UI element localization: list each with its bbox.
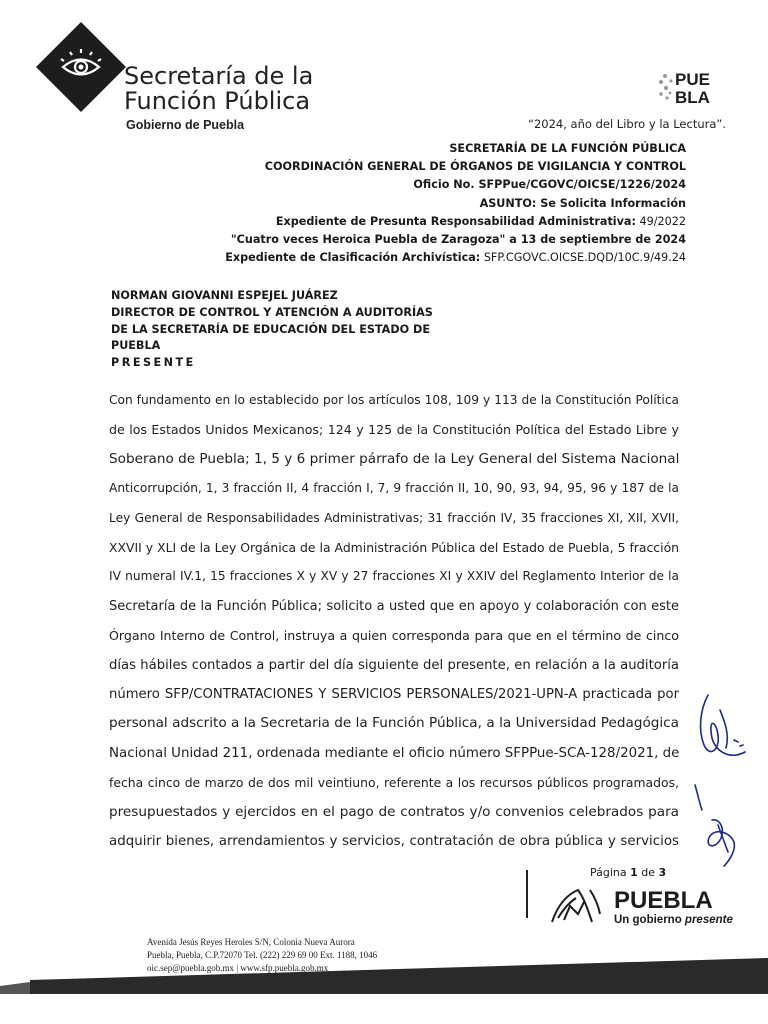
sfp-logo-diamond xyxy=(36,22,126,112)
body-line: Anticorrupción, 1, 3 fracción II, 4 fracción I, 7, 9 fracción II, 10, 90, 93, 94, 95, 96 y 187 de la xyxy=(109,481,679,496)
org-name-line2: Función Pública xyxy=(124,87,311,115)
org-name-line1: Secretaría de la xyxy=(124,62,314,90)
place-date-line: "Cuatro veces Heroica Puebla de Zaragoza" a 13 de septiembre de 2024 xyxy=(230,233,686,247)
archivo-value: SFP.CGOVC.OICSE.DQD/10C.9/49.24 xyxy=(480,251,686,265)
body-paragraph xyxy=(109,386,679,857)
address-line-3: oic.sep@puebla.gob.mx | www.sfp.puebla.gob.mx xyxy=(147,963,329,973)
year-motto: “2024, año del Libro y la Lectura”. xyxy=(528,117,727,131)
body-line: número SFP/CONTRATACIONES Y SERVICIOS PERSONALES/2021-UPN-A practicada por xyxy=(109,687,679,703)
body-line: adquirir bienes, arrendamientos y servicios, contratación de obra pública y servicios xyxy=(109,834,679,850)
body-line: personal adscrito a la Secretaria de la Función Pública, a la Universidad Pedagógica xyxy=(109,715,679,732)
puebla-state-logo xyxy=(657,66,727,108)
presente-label: PRESENTE xyxy=(111,356,196,370)
body-line: días hábiles contados a partir del día siguiente del presente, en relación a la auditoría xyxy=(109,657,679,673)
address-line-1: Avenida Jesús Reyes Heroles S/N, Colonia Nueva Aurora xyxy=(147,937,355,947)
expediente-label: Expediente de Presunta Responsabilidad Administrativa: xyxy=(275,214,636,228)
body-line: Soberano de Puebla; 1, 5 y 6 primer párrafo de la Ley General del Sistema Nacional xyxy=(109,450,680,467)
body-line: Órgano Interno de Control, instruya a quien corresponda para que en el término de cinco xyxy=(109,628,679,644)
footer-decorative-bar xyxy=(0,958,768,994)
page-number xyxy=(590,866,666,879)
footer-divider xyxy=(526,870,528,918)
archivo-line xyxy=(225,249,686,267)
body-line: Ley General de Responsabilidades Administrativas; 31 fracción IV, 35 fracciones XI, XII, XVII, xyxy=(109,510,679,525)
puebla-footer-logo xyxy=(548,884,738,928)
page-current: 1 xyxy=(630,866,638,879)
state-logo-top: PUE xyxy=(675,70,710,89)
recipient-name: NORMAN GIOVANNI ESPEJEL JUÁREZ xyxy=(111,289,338,302)
body-line: presupuestados y ejercidos en el pago de contratos y/o convenios celebrados para xyxy=(109,803,679,820)
org-subtitle: Gobierno de Puebla xyxy=(126,118,245,132)
recipient-title-2: DE LA SECRETARÍA DE EDUCACIÓN DEL ESTADO DE xyxy=(111,322,430,336)
footer-logo-word: PUEBLA xyxy=(614,887,713,914)
oficio-number: Oficio No. SFPPue/CGOVC/OICSE/1226/2024 xyxy=(413,178,686,192)
svg-text:Un gobierno presente xyxy=(614,914,733,926)
body-line: Secretaría de la Función Pública; solicito a usted que en apoyo y colaboración con este xyxy=(109,598,679,614)
state-logo-bottom: BLA xyxy=(675,88,710,107)
coordination-line: COORDINACIÓN GENERAL DE ÓRGANOS DE VIGILANCIA Y CONTROL xyxy=(264,160,686,174)
archivo-label: Expediente de Clasificación Archivística: xyxy=(225,251,481,265)
body-line: de los Estados Unidos Mexicanos; 124 y 125 de la Constitución Política del Estado Libre y xyxy=(109,422,679,438)
handwritten-signatures xyxy=(690,690,760,880)
footer-tagline-a: Un gobierno xyxy=(614,914,685,926)
asunto-line: ASUNTO: Se Solicita Información xyxy=(479,196,686,210)
body-line: Nacional Unidad 211, ordenada mediante el oficio número SFPPue-SCA-128/2021, de xyxy=(109,745,680,761)
page-total: 3 xyxy=(658,866,667,879)
recipient-block xyxy=(111,288,433,372)
recipient-title-1: DIRECTOR DE CONTROL Y ATENCIÓN A AUDITORÍAS xyxy=(111,305,433,319)
expediente-value: 49/2022 xyxy=(635,214,686,228)
dependency-line: SECRETARÍA DE LA FUNCIÓN PÚBLICA xyxy=(449,142,686,155)
org-name xyxy=(124,64,313,114)
page-of: de xyxy=(637,866,659,879)
footer-tagline-b: presente xyxy=(684,914,733,926)
recipient-title-3: PUEBLA xyxy=(111,339,161,353)
body-line: Con fundamento en lo establecido por los artículos 108, 109 y 113 de la Constitución Política xyxy=(109,393,679,407)
address-line-2: Puebla, Puebla, C.P.72070 Tel. (222) 229 69 00 Ext. 1188, 1046 xyxy=(147,950,378,960)
body-line: XXVII y XLI de la Ley Orgánica de la Administración Pública del Estado de Puebla, 5 fracción xyxy=(109,540,679,556)
body-line: fecha cinco de marzo de dos mil veintiuno, referente a los recursos públicos programados, xyxy=(109,775,679,791)
reference-block xyxy=(225,140,686,267)
expediente-line xyxy=(225,213,686,231)
body-line: IV numeral IV.1, 15 fracciones X y XV y 27 fracciones XI y XXIV del Reglamento Interior de la xyxy=(109,569,679,584)
page-label: Página xyxy=(590,866,631,879)
